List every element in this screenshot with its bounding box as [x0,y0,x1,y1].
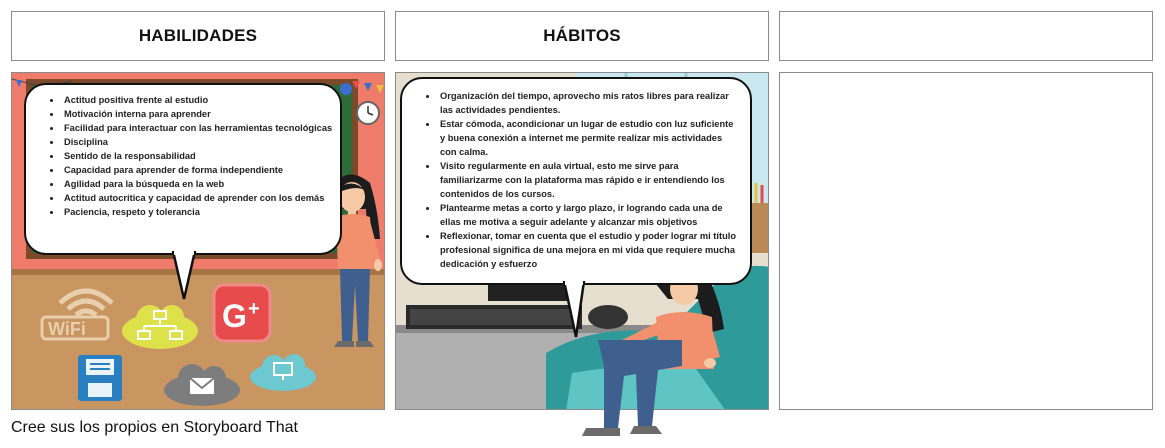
panel-empty [779,72,1153,410]
floppy-disk-icon [76,353,126,405]
list-item: • Actitud autocrítica y capacidad de aprender con los demás [62,191,340,205]
list-item: • Capacidad para aprender de forma independiente [62,163,340,177]
list-item: • Paciencia, respeto y tolerancia [62,205,340,219]
list-item: • Facilidad para interactuar con las herramientas tecnológicas [62,121,340,135]
habilidades-list [26,93,340,219]
list-item: • Organización del tiempo, aprovecho mis ratos libres para realizar las actividades pendientes. [438,89,740,117]
speech-bubble-tail [562,281,588,341]
list-item: • Disciplina [62,135,340,149]
svg-text:WiFi: WiFi [48,319,86,339]
svg-text:G: G [222,298,247,334]
list-item: • Reflexionar, tomar en cuenta que el estudio y poder lograr mi título profesional significa de una mejora en mi vida que requiere mucha dedicación y esfuerzo [438,229,740,271]
svg-text:+: + [248,298,260,320]
footer-credit-link[interactable]: Cree sus los propios en Storyboard That [11,419,298,436]
list-item: • Plantearme metas a corto y largo plazo, ir logrando cada una de ellas me motiva a seguir adelante y alcanzar mis objetivos [438,201,740,229]
habitos-list [402,89,740,271]
list-item: • Visito regularmente en aula virtual, esto me sirve para familiarizarme con la plataforma mas rápido e ir entendiendo los contenidos de los cursos. [438,159,740,201]
list-item: • Motivación interna para aprender [62,107,340,121]
speech-bubble-habilidades [24,83,342,255]
google-plus-icon [212,283,274,345]
panel-title-habitos: HÁBITOS [395,11,769,61]
speech-bubble-habitos [400,77,752,285]
speech-bubble-tail [170,251,200,303]
network-cloud-icon [120,301,202,351]
panel-classroom [11,72,385,410]
panel-title-empty [779,11,1153,61]
girl-legs [578,340,688,440]
email-cloud-icon [162,358,242,408]
list-item: • Actitud positiva frente al estudio [62,93,340,107]
list-item: • Agilidad para la búsqueda en la web [62,177,340,191]
list-item: • Sentido de la responsabilidad [62,149,340,163]
panel-title-habilidades: HABILIDADES [11,11,385,61]
list-item: • Estar cómoda, acondicionar un lugar de estudio con luz suficiente y buena conexión a internet me permite realizar mis actividades con calma. [438,117,740,159]
